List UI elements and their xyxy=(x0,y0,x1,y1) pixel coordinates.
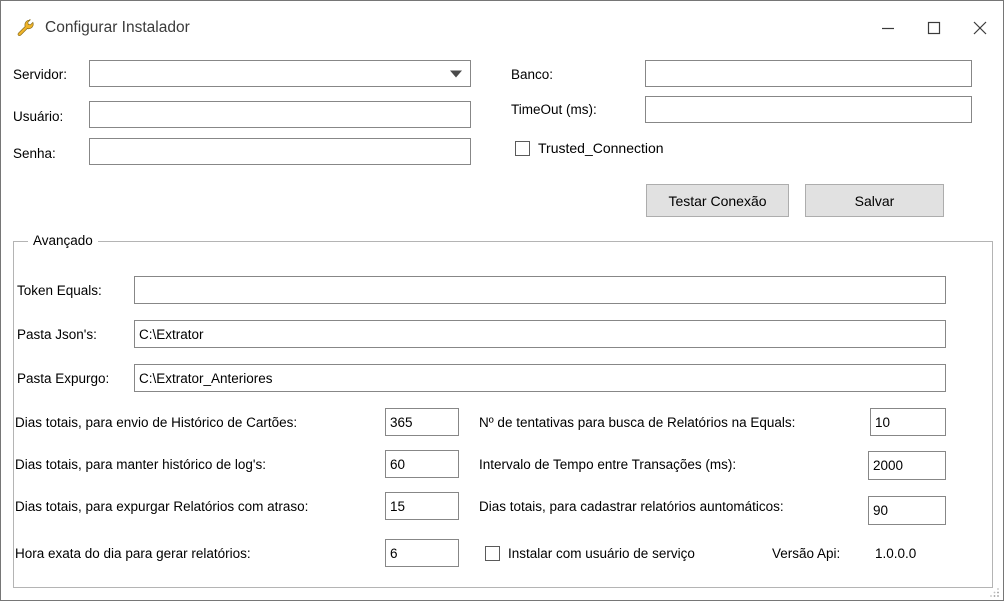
token-equals-input[interactable] xyxy=(134,276,946,304)
wrench-icon xyxy=(15,17,37,39)
dias-log-label: Dias totais, para manter histórico de log's: xyxy=(15,457,266,472)
title-bar xyxy=(1,1,1003,55)
expurgar-input[interactable] xyxy=(385,492,459,520)
usuario-input[interactable] xyxy=(89,101,471,128)
minimize-button[interactable] xyxy=(865,1,911,55)
pasta-expurgo-input[interactable] xyxy=(134,364,946,392)
servidor-combobox[interactable] xyxy=(89,60,471,87)
hora-input[interactable] xyxy=(385,539,459,567)
pasta-json-label: Pasta Json's: xyxy=(17,327,97,342)
timeout-input[interactable] xyxy=(645,96,972,123)
senha-label: Senha: xyxy=(13,146,56,161)
banco-label: Banco: xyxy=(511,67,554,82)
dias-log-input[interactable] xyxy=(385,450,459,478)
resize-grip[interactable] xyxy=(988,586,1000,598)
salvar-button[interactable]: Salvar xyxy=(805,184,944,217)
instalar-servico-label: Instalar com usuário de serviço xyxy=(508,546,695,561)
dias-historico-cartoes-input[interactable] xyxy=(385,408,459,436)
trusted-connection-label: Trusted_Connection xyxy=(538,140,664,156)
tentativas-label: Nº de tentativas para busca de Relatórios na Equals: xyxy=(479,415,796,430)
testar-conexao-button[interactable]: Testar Conexão xyxy=(646,184,789,217)
timeout-label: TimeOut (ms): xyxy=(511,102,597,117)
versao-api-label: Versão Api: xyxy=(772,546,841,561)
window-title: Configurar Instalador xyxy=(45,19,190,36)
close-button[interactable] xyxy=(957,1,1003,55)
usuario-label: Usuário: xyxy=(13,109,64,124)
intervalo-label: Intervalo de Tempo entre Transações (ms): xyxy=(479,457,737,472)
pasta-expurgo-label: Pasta Expurgo: xyxy=(17,371,110,386)
banco-input[interactable] xyxy=(645,60,972,87)
expurgar-label: Dias totais, para expurgar Relatórios com atraso: xyxy=(15,499,309,514)
avancado-group-title: Avançado xyxy=(28,233,98,248)
checkbox-box xyxy=(515,141,530,156)
pasta-json-input[interactable] xyxy=(134,320,946,348)
versao-api-value: 1.0.0.0 xyxy=(875,546,917,561)
senha-input[interactable] xyxy=(89,138,471,165)
trusted-connection-checkbox[interactable] xyxy=(515,140,664,156)
dias-historico-cartoes-label: Dias totais, para envio de Histórico de Cartões: xyxy=(15,415,298,430)
chevron-down-icon xyxy=(450,70,462,77)
maximize-button[interactable] xyxy=(911,1,957,55)
hora-label: Hora exata do dia para gerar relatórios: xyxy=(15,546,251,561)
checkbox-box xyxy=(485,546,500,561)
servidor-label: Servidor: xyxy=(13,67,68,82)
window-controls xyxy=(865,1,1003,55)
tentativas-input[interactable] xyxy=(870,408,946,436)
cadastrar-label: Dias totais, para cadastrar relatórios auntomáticos: xyxy=(479,499,784,514)
intervalo-input[interactable] xyxy=(868,451,946,480)
instalar-servico-checkbox[interactable] xyxy=(485,546,695,561)
token-equals-label: Token Equals: xyxy=(17,283,102,298)
cadastrar-input[interactable] xyxy=(868,496,946,525)
